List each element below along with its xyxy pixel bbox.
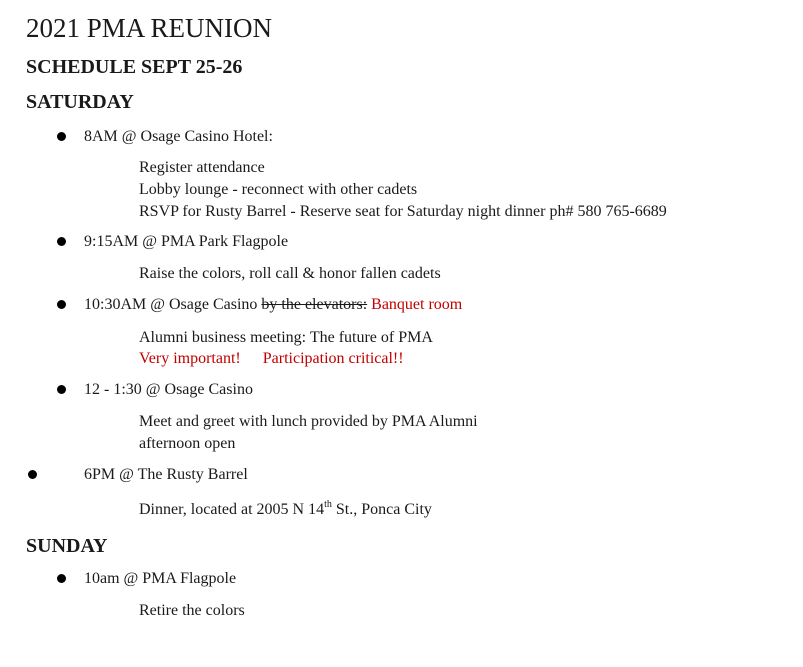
document-title: 2021 PMA REUNION [26,13,273,43]
event-915am-time-place: 9:15AM @ PMA Park Flagpole [84,233,289,250]
event-noon-detail-lunch: Meet and greet with lunch provided by PMA Alumni [139,413,478,430]
event-8am-detail-lobby: Lobby lounge - reconnect with other cadets [139,181,418,198]
emphasis-very-important: Very important! [139,350,241,367]
event-8am-detail-register: Register attendance [139,159,265,176]
sunday-heading: SUNDAY [26,535,108,557]
saturday-heading: SATURDAY [26,91,134,113]
event-915am-detail-colors: Raise the colors, roll call & honor fallen cadets [139,265,441,282]
bullet-icon [57,385,66,394]
event-10am-detail-retire: Retire the colors [139,602,245,619]
event-10am-time-place: 10am @ PMA Flagpole [84,570,237,587]
event-noon-time-place: 12 - 1:30 @ Osage Casino [84,381,253,398]
bullet-icon [57,574,66,583]
event-1030am-revised-text: Banquet room [371,296,463,313]
event-1030am-emphasis-line [139,348,404,369]
event-6pm-detail-dinner [139,499,432,520]
event-8am-detail-rsvp: RSVP for Rusty Barrel - Reserve seat for Saturday night dinner ph# 580 765-6689 [139,203,667,220]
emphasis-participation-critical: Participation critical!! [262,350,404,367]
event-noon-detail-afternoon: afternoon open [139,435,236,452]
schedule-heading: SCHEDULE SEPT 25-26 [26,56,243,78]
event-1030am-location: 10:30AM @ Osage Casino [84,296,258,313]
event-1030am-time-place [84,295,462,315]
bullet-icon [57,237,66,246]
bullet-icon [57,132,66,141]
dinner-address-prefix: Dinner, located at 2005 N 14 [139,501,325,518]
bullet-icon [28,470,37,479]
dinner-address-suffix: St., Ponca City [331,501,432,518]
bullet-icon [57,300,66,309]
event-8am-time-place: 8AM @ Osage Casino Hotel: [84,128,273,145]
event-6pm-time-place: 6PM @ The Rusty Barrel [84,466,248,483]
event-1030am-struck-text: by the elevators: [261,296,368,313]
dinner-address-superscript: th [324,498,332,510]
event-1030am-detail-meeting: Alumni business meeting: The future of PMA [139,329,433,346]
